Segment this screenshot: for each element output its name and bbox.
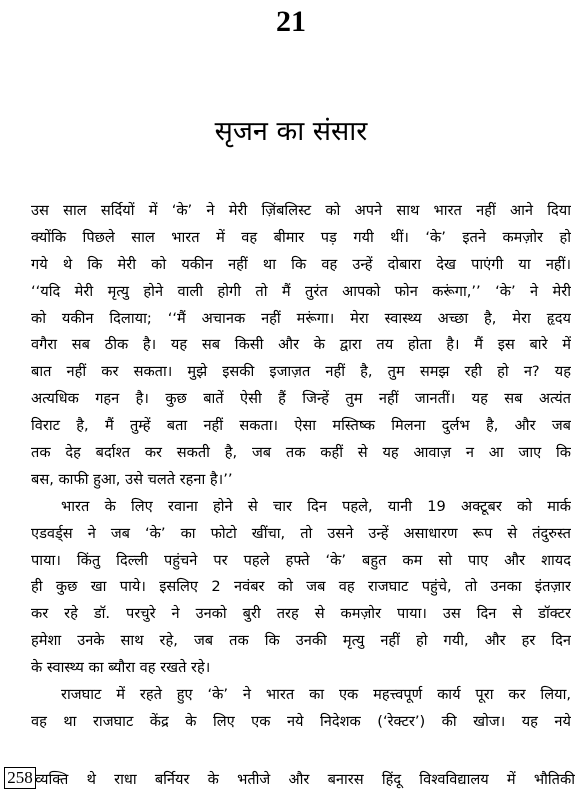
page-number-box: 258 bbox=[4, 767, 36, 789]
text-line: विराट है, मैं तुम्हें बता नहीं सकता। ऐसा मस्तिष्क मिलना दुर्लभ है, और जब bbox=[31, 417, 571, 435]
text-line: भारत के लिए रवाना होने से चार दिन पहले, यानी 19 अक्टूबर को मार्क bbox=[61, 497, 571, 515]
text-line: वगैरा सब ठीक है। यह सब किसी और के द्वारा तय होता है। मैं इस बारे में bbox=[31, 336, 571, 354]
text-line: को यकीन दिलाया; ‘‘मैं अचानक नहीं मरूंगा। मेरा स्वास्थ्य अच्छा है, मेरा हृदय bbox=[31, 309, 571, 327]
text-line: वह था राजघाट केंद्र के लिए एक नये निदेशक (‘रेक्टर’) की खोज। यह नये bbox=[31, 712, 571, 730]
paragraph-3-continued bbox=[35, 767, 575, 794]
body-text bbox=[31, 198, 571, 736]
text-line: एडवर्ड्स ने जब ‘के’ का फोटो खींचा, तो उसने उन्हें असाधारण रूप से तंदुरुस्त bbox=[31, 524, 571, 542]
text-line: बस, काफी हुआ, उसे चलते रहना है।’’ bbox=[31, 470, 233, 488]
text-line: हमेशा उनके साथ रहे, जब तक कि उनकी मृत्यु नहीं हो गयी, और हर दिन bbox=[31, 632, 571, 650]
text-line: तक देह बर्दाश्त कर सकती है, जब तक कहीं से यह आवाज़ न आ जाए कि bbox=[31, 444, 571, 462]
paragraph-1 bbox=[31, 198, 571, 494]
page-footer bbox=[4, 767, 582, 794]
text-line: राजघाट में रहते हुए ‘के’ ने भारत का एक महत्त्वपूर्ण कार्य पूरा कर लिया, bbox=[61, 686, 571, 704]
text-line: बात नहीं कर सकता। मुझे इसकी इजाज़त नहीं है, तुम समझ रही हो न? यह bbox=[31, 363, 571, 381]
text-line: पाया। किंतु दिल्ली पहुंचने पर पहले हफ्ते ‘के’ बहुत कम सो पाए और शायद bbox=[31, 551, 571, 569]
text-line: उस साल सर्दियों में ‘के’ ने मेरी ज़िंबलिस्ट को अपने साथ भारत नहीं आने दिया bbox=[31, 202, 571, 219]
text-line: व्यक्ति थे राधा बर्नियर के भतीजे और बनारस हिंदू विश्वविद्यालय में भौतिकी bbox=[35, 771, 575, 788]
text-line: के स्वास्थ्य का ब्यौरा वह रखते रहे। bbox=[31, 659, 211, 677]
text-line: ही कुछ खा पाये। इसलिए 2 नवंबर को जब वह राजघाट पहुंचे, तो उनका इंतज़ार bbox=[31, 578, 571, 596]
paragraph-3 bbox=[31, 682, 571, 736]
text-line: गये थे कि मेरी को यकीन नहीं था कि वह उन्हें दोबारा देख पाएंगी या नहीं। bbox=[31, 255, 571, 273]
text-line: क्योंकि पिछले साल भारत में वह बीमार पड़ गयी थीं। ‘के’ इतने कमज़ोर हो bbox=[31, 228, 571, 246]
chapter-number: 21 bbox=[276, 5, 306, 38]
text-line: अत्यधिक गहन है। कुछ बातें ऐसी हैं जिन्हें तुम नहीं जानतीं। यह सब अत्यंत bbox=[31, 390, 571, 408]
paragraph-2 bbox=[31, 494, 571, 682]
text-line: कर रहे डॉ. परचुरे ने उनको बुरी तरह से कमज़ोर पाया। उस दिन से डॉक्टर bbox=[31, 605, 571, 623]
text-line: ‘‘यदि मेरी मृत्यु होने वाली होगी तो मैं तुरंत आपको फोन करूंगा,’’ ‘के’ ने मेरी bbox=[31, 282, 571, 300]
chapter-title: सृजन का संसार bbox=[214, 116, 368, 147]
